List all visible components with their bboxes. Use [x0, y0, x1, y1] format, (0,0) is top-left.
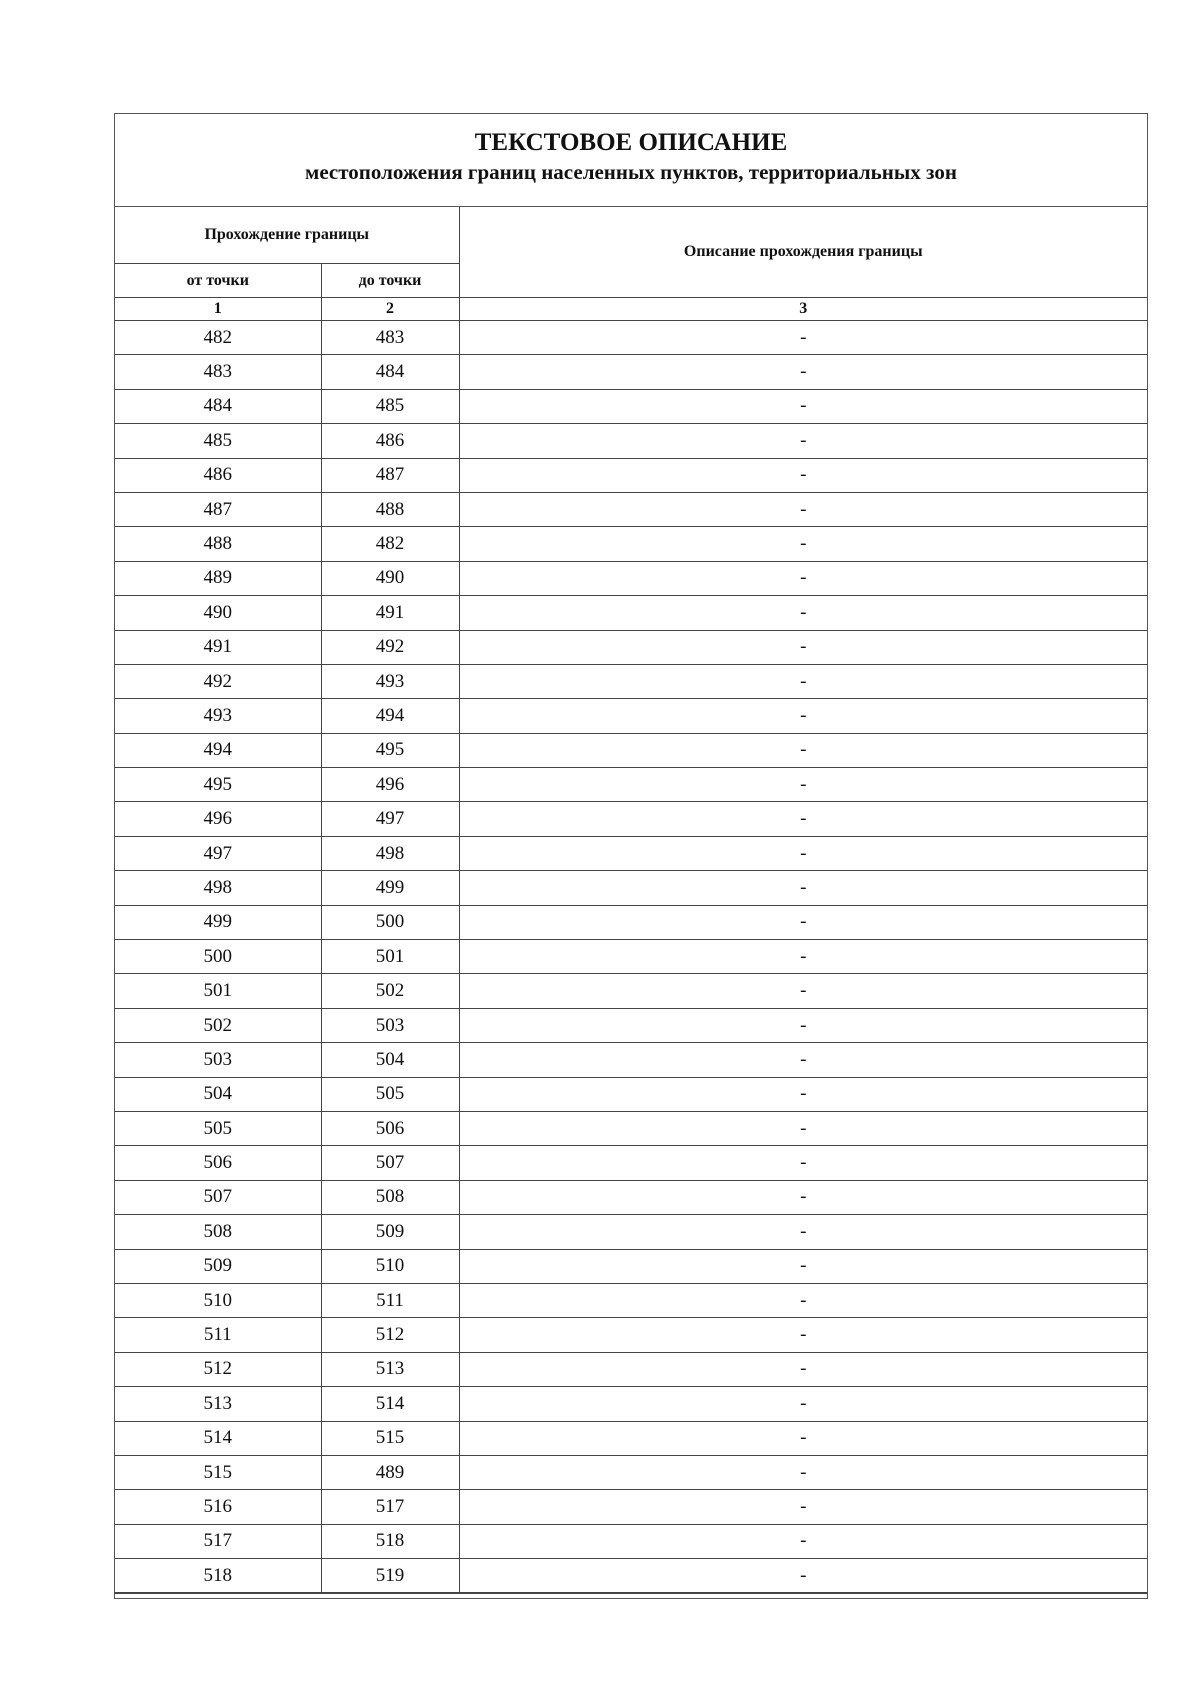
table-row [115, 1077, 1147, 1111]
cell-from-point: 498 [115, 871, 321, 905]
cell-description: - [459, 940, 1147, 974]
table-row [115, 1180, 1147, 1214]
cell-description: - [459, 905, 1147, 939]
cell-description: - [459, 389, 1147, 423]
cell-from-point: 494 [115, 733, 321, 767]
header-to-point: до точки [321, 264, 459, 298]
cell-to-point: 500 [321, 905, 459, 939]
cell-to-point: 497 [321, 802, 459, 836]
table-row [115, 940, 1147, 974]
cell-to-point: 492 [321, 630, 459, 664]
cell-to-point: 501 [321, 940, 459, 974]
cell-to-point: 511 [321, 1283, 459, 1317]
cell-description: - [459, 768, 1147, 802]
table-row [115, 1249, 1147, 1283]
header-row-column-numbers [115, 298, 1147, 321]
cell-from-point: 483 [115, 355, 321, 389]
table-row [115, 1490, 1147, 1524]
table-row [115, 1043, 1147, 1077]
header-boundary-passage: Прохождение границы [115, 207, 459, 264]
cell-to-point: 488 [321, 492, 459, 526]
table-row [115, 836, 1147, 870]
table-row [115, 699, 1147, 733]
table-row [115, 1524, 1147, 1558]
cell-description: - [459, 458, 1147, 492]
table-body [115, 321, 1147, 1593]
table-row [115, 492, 1147, 526]
cell-description: - [459, 630, 1147, 664]
boundary-table [115, 207, 1147, 1593]
cell-from-point: 512 [115, 1352, 321, 1386]
cell-from-point: 492 [115, 664, 321, 698]
cell-description: - [459, 596, 1147, 630]
cell-from-point: 502 [115, 1008, 321, 1042]
cell-description: - [459, 527, 1147, 561]
cell-to-point: 506 [321, 1111, 459, 1145]
cell-description: - [459, 1146, 1147, 1180]
cell-description: - [459, 1077, 1147, 1111]
cell-to-point: 486 [321, 424, 459, 458]
cell-description: - [459, 1043, 1147, 1077]
cell-from-point: 490 [115, 596, 321, 630]
cell-description: - [459, 424, 1147, 458]
cell-to-point: 496 [321, 768, 459, 802]
cell-description: - [459, 1352, 1147, 1386]
document-subtitle: местоположения границ населенных пунктов, территориальных зон [305, 160, 957, 184]
cell-from-point: 505 [115, 1111, 321, 1145]
table-row [115, 1455, 1147, 1489]
cell-to-point: 505 [321, 1077, 459, 1111]
cell-from-point: 486 [115, 458, 321, 492]
cell-from-point: 517 [115, 1524, 321, 1558]
cell-from-point: 484 [115, 389, 321, 423]
cell-to-point: 504 [321, 1043, 459, 1077]
cell-from-point: 487 [115, 492, 321, 526]
document-frame [114, 113, 1148, 1599]
cell-description: - [459, 664, 1147, 698]
column-number-1: 1 [115, 298, 321, 321]
cell-description: - [459, 355, 1147, 389]
table-row [115, 768, 1147, 802]
cell-from-point: 497 [115, 836, 321, 870]
table-row [115, 1387, 1147, 1421]
cell-to-point: 494 [321, 699, 459, 733]
cell-description: - [459, 1318, 1147, 1352]
table-row [115, 1111, 1147, 1145]
cell-to-point: 503 [321, 1008, 459, 1042]
cell-description: - [459, 1180, 1147, 1214]
cell-description: - [459, 733, 1147, 767]
cell-description: - [459, 492, 1147, 526]
table-bottom-rule [115, 1593, 1147, 1598]
table-row [115, 1146, 1147, 1180]
cell-description: - [459, 1387, 1147, 1421]
column-number-3: 3 [459, 298, 1147, 321]
table-row [115, 1215, 1147, 1249]
cell-from-point: 506 [115, 1146, 321, 1180]
table-row [115, 1318, 1147, 1352]
cell-to-point: 495 [321, 733, 459, 767]
cell-to-point: 498 [321, 836, 459, 870]
cell-from-point: 496 [115, 802, 321, 836]
cell-from-point: 504 [115, 1077, 321, 1111]
header-from-point: от точки [115, 264, 321, 298]
table-row [115, 802, 1147, 836]
header-row-group [115, 207, 1147, 264]
cell-from-point: 491 [115, 630, 321, 664]
cell-from-point: 514 [115, 1421, 321, 1455]
cell-to-point: 508 [321, 1180, 459, 1214]
table-row [115, 1559, 1147, 1593]
cell-to-point: 502 [321, 974, 459, 1008]
table-row [115, 321, 1147, 355]
cell-from-point: 515 [115, 1455, 321, 1489]
cell-description: - [459, 561, 1147, 595]
cell-description: - [459, 871, 1147, 905]
cell-to-point: 489 [321, 1455, 459, 1489]
cell-description: - [459, 1008, 1147, 1042]
table-row [115, 1352, 1147, 1386]
table-row [115, 561, 1147, 595]
cell-from-point: 482 [115, 321, 321, 355]
table-row [115, 905, 1147, 939]
cell-to-point: 487 [321, 458, 459, 492]
cell-description: - [459, 802, 1147, 836]
cell-description: - [459, 1524, 1147, 1558]
table-row [115, 424, 1147, 458]
cell-to-point: 499 [321, 871, 459, 905]
cell-to-point: 518 [321, 1524, 459, 1558]
table-row [115, 1283, 1147, 1317]
cell-to-point: 514 [321, 1387, 459, 1421]
cell-to-point: 484 [321, 355, 459, 389]
cell-description: - [459, 1215, 1147, 1249]
cell-to-point: 485 [321, 389, 459, 423]
cell-from-point: 499 [115, 905, 321, 939]
cell-from-point: 495 [115, 768, 321, 802]
cell-to-point: 512 [321, 1318, 459, 1352]
cell-from-point: 516 [115, 1490, 321, 1524]
cell-description: - [459, 974, 1147, 1008]
cell-from-point: 508 [115, 1215, 321, 1249]
cell-from-point: 500 [115, 940, 321, 974]
header-description: Описание прохождения границы [459, 207, 1147, 298]
cell-description: - [459, 321, 1147, 355]
cell-from-point: 493 [115, 699, 321, 733]
cell-from-point: 485 [115, 424, 321, 458]
cell-description: - [459, 1455, 1147, 1489]
table-row [115, 389, 1147, 423]
document-title: ТЕКСТОВОЕ ОПИСАНИЕ [474, 129, 788, 156]
cell-to-point: 482 [321, 527, 459, 561]
table-row [115, 871, 1147, 905]
cell-from-point: 501 [115, 974, 321, 1008]
cell-description: - [459, 1111, 1147, 1145]
cell-to-point: 491 [321, 596, 459, 630]
cell-to-point: 507 [321, 1146, 459, 1180]
table-row [115, 1421, 1147, 1455]
table-row [115, 596, 1147, 630]
column-number-2: 2 [321, 298, 459, 321]
cell-description: - [459, 1490, 1147, 1524]
title-block [115, 114, 1147, 207]
cell-description: - [459, 1559, 1147, 1593]
table-row [115, 733, 1147, 767]
table-row [115, 974, 1147, 1008]
cell-description: - [459, 1249, 1147, 1283]
cell-to-point: 517 [321, 1490, 459, 1524]
cell-from-point: 511 [115, 1318, 321, 1352]
cell-from-point: 503 [115, 1043, 321, 1077]
cell-from-point: 488 [115, 527, 321, 561]
cell-from-point: 518 [115, 1559, 321, 1593]
cell-description: - [459, 1421, 1147, 1455]
cell-from-point: 510 [115, 1283, 321, 1317]
cell-from-point: 507 [115, 1180, 321, 1214]
cell-description: - [459, 699, 1147, 733]
cell-from-point: 513 [115, 1387, 321, 1421]
cell-from-point: 509 [115, 1249, 321, 1283]
cell-to-point: 519 [321, 1559, 459, 1593]
cell-to-point: 510 [321, 1249, 459, 1283]
table-row [115, 664, 1147, 698]
cell-from-point: 489 [115, 561, 321, 595]
cell-description: - [459, 836, 1147, 870]
cell-to-point: 490 [321, 561, 459, 595]
table-row [115, 1008, 1147, 1042]
cell-to-point: 483 [321, 321, 459, 355]
cell-to-point: 493 [321, 664, 459, 698]
table-row [115, 355, 1147, 389]
cell-to-point: 515 [321, 1421, 459, 1455]
table-row [115, 630, 1147, 664]
table-row [115, 527, 1147, 561]
cell-description: - [459, 1283, 1147, 1317]
cell-to-point: 513 [321, 1352, 459, 1386]
table-row [115, 458, 1147, 492]
cell-to-point: 509 [321, 1215, 459, 1249]
